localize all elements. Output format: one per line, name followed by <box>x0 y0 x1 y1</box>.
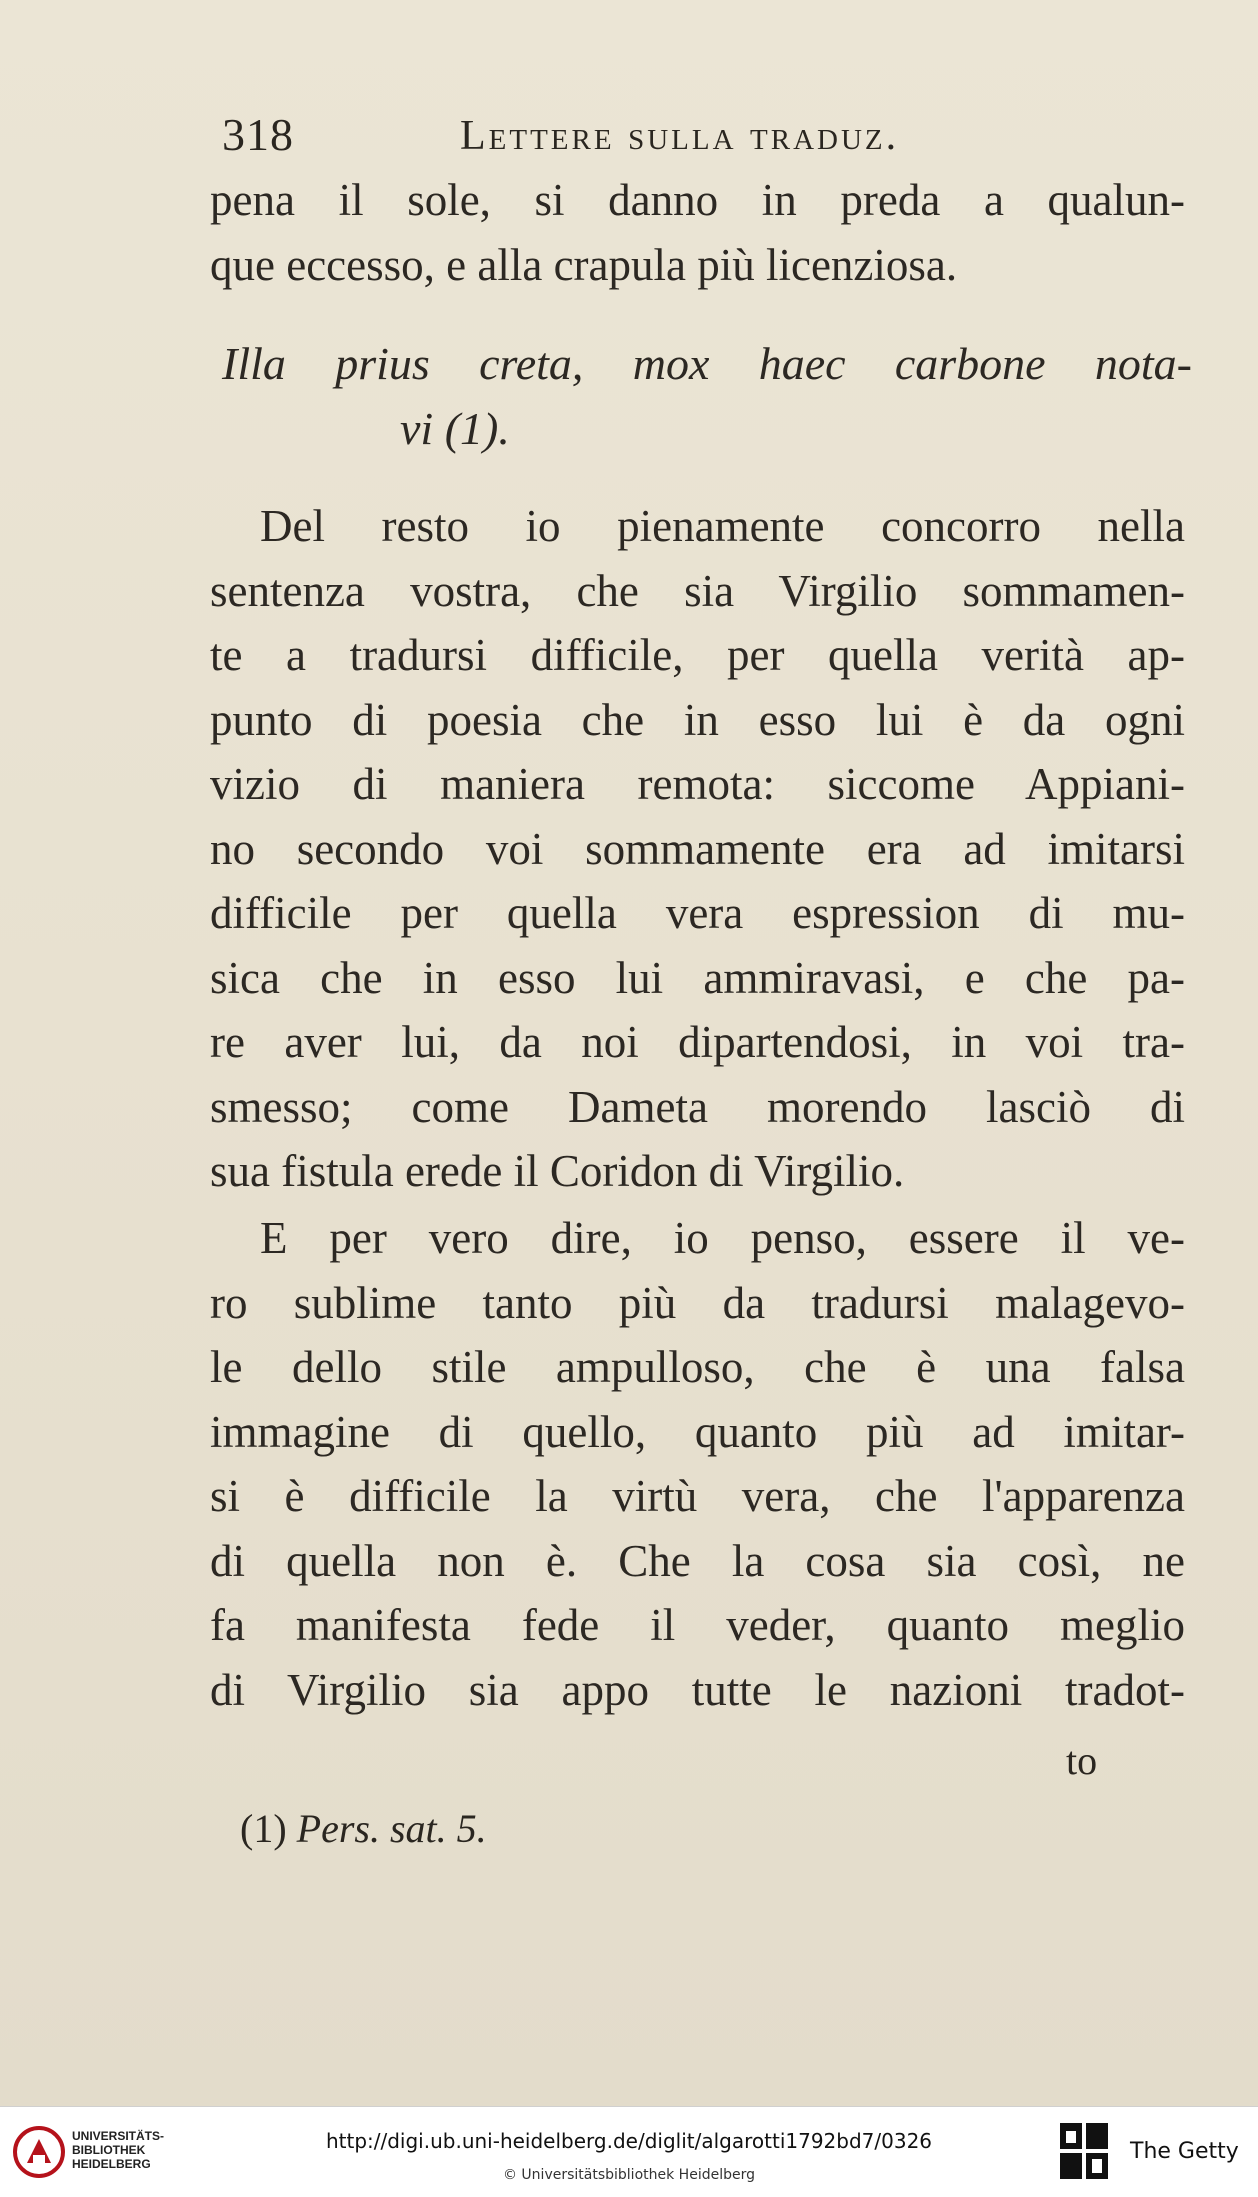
text-line: E per vero dire, io penso, essere il ve- <box>260 1213 1185 1263</box>
text-line: le dello stile ampulloso, che è una falsa <box>210 1342 1185 1392</box>
text-line: re aver lui, da noi dipartendosi, in voi tra- <box>210 1017 1185 1067</box>
getty-logo-icon <box>1058 2121 1112 2181</box>
text-line: no secondo voi sommamente era ad imitarsi <box>210 823 1185 874</box>
text-line: pena il sole, si danno in preda a qualun- <box>210 175 1185 225</box>
text-line: Del resto io pienamente concorro nella <box>260 501 1185 551</box>
text-line: sua fistula erede il Coridon di Virgilio. <box>210 1146 905 1196</box>
running-head <box>222 108 992 168</box>
catchword: to <box>1066 1738 1098 1783</box>
text-line: te a tradursi difficile, per quella verità ap- <box>210 630 1185 680</box>
copyright-notice: © Universitätsbibliothek Heidelberg <box>502 2167 755 2183</box>
page-number: 318 <box>222 109 294 160</box>
text-line: fa manifesta fede il veder, quanto meglio <box>210 1600 1185 1650</box>
text-line: si è difficile la virtù vera, che l'apparenza <box>210 1471 1185 1521</box>
footnote <box>240 1805 487 1852</box>
text-line: vizio di maniera remota: siccome Appiani- <box>210 759 1185 809</box>
verse-quotation <box>222 330 1192 459</box>
sponsor-name: The Getty <box>1130 2139 1239 2164</box>
text-line: difficile per quella vera espression di mu- <box>210 888 1185 938</box>
footnote-text: Pers. sat. 5. <box>296 1806 487 1851</box>
running-title: Lettere sulla traduz. <box>460 113 900 159</box>
footnote-marker: (1) <box>240 1806 287 1851</box>
text-line: punto di poesia che in esso lui è da ogni <box>210 694 1185 745</box>
permalink[interactable]: http://digi.ub.uni-heidelberg.de/diglit/algarotti1792bd7/0326 <box>325 2129 933 2153</box>
verse-line: Illa prius creta, mox haec carbone nota- <box>222 338 1192 389</box>
text-line: ro sublime tanto più da tradursi malagevo- <box>210 1277 1185 1328</box>
paragraph-1 <box>210 168 1185 297</box>
library-name: UNIVERSITÄTS- BIBLIOTHEK HEIDELBERG <box>72 2129 165 2171</box>
digitization-footer <box>0 2106 1258 2197</box>
verse-line: vi (1). <box>400 402 510 454</box>
paragraph-3 <box>210 1206 1185 1722</box>
text-line: sica che in esso lui ammiravasi, e che pa- <box>210 952 1185 1003</box>
paragraph-2 <box>210 494 1185 1204</box>
text-line: di quella non è. Che la cosa sia così, ne <box>210 1535 1185 1586</box>
text-line: que eccesso, e alla crapula più licenziosa. <box>210 239 958 290</box>
text-line: smesso; come Dameta morendo lasciò di <box>210 1081 1185 1132</box>
text-line: immagine di quello, quanto più ad imitar- <box>210 1406 1185 1457</box>
text-line: sentenza vostra, che sia Virgilio sommamen- <box>210 565 1185 616</box>
text-line: di Virgilio sia appo tutte le nazioni tradot- <box>210 1664 1185 1715</box>
